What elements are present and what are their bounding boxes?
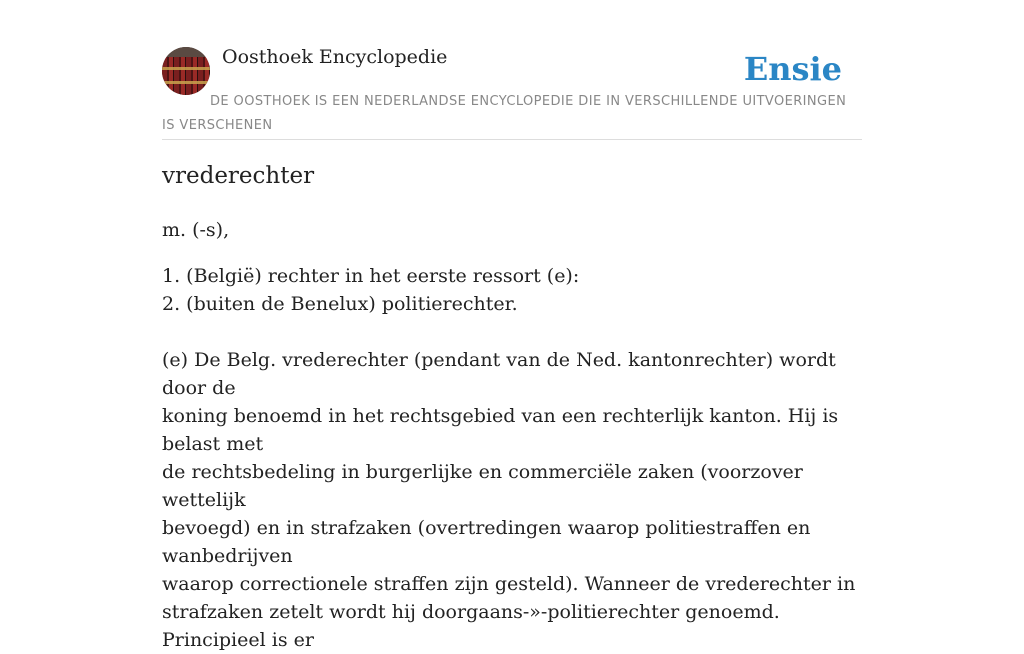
definition-item: 1. (België) rechter in het eerste ressort (e): <box>162 265 580 287</box>
avatar-band <box>162 81 210 84</box>
entry-paragraph <box>162 346 862 654</box>
entry-grammar: m. (-s), <box>162 219 230 241</box>
entry-body <box>162 216 862 654</box>
definition-item: 2. (buiten de Benelux) politierechter. <box>162 293 518 315</box>
paragraph-line: waarop correctionele straffen zijn gesteld). Wanneer de vrederechter in <box>162 573 856 595</box>
paragraph-line: bevoegd) en in strafzaken (overtredingen waarop politiestraffen en wanbedrijven <box>162 517 811 567</box>
paragraph-line: koning benoemd in het rechtsgebied van een rechterlijk kanton. Hij is belast met <box>162 405 839 455</box>
entry-title: vrederechter <box>162 163 315 189</box>
header-divider <box>162 139 862 140</box>
site-name-link[interactable]: Oosthoek Encyclopedie <box>222 46 448 68</box>
paragraph-line: (e) De Belg. vrederechter (pendant van de Ned. kantonrechter) wordt door de <box>162 349 836 399</box>
site-avatar[interactable] <box>162 47 210 95</box>
definition-list <box>162 262 862 318</box>
paragraph-line: de rechtsbedeling in burgerlijke en commerciële zaken (voorzover wettelijk <box>162 461 803 511</box>
avatar-band <box>162 67 210 70</box>
brand-logo[interactable]: Ensie <box>743 50 842 88</box>
site-tagline: DE OOSTHOEK IS EEN NEDERLANDSE ENCYCLOPEDIE DIE IN VERSCHILLENDE UITVOERINGEN IS VERSCHENEN <box>162 94 847 133</box>
paragraph-line: strafzaken zetelt wordt hij doorgaans-»-politierechter genoemd. Principieel is er <box>162 601 780 651</box>
